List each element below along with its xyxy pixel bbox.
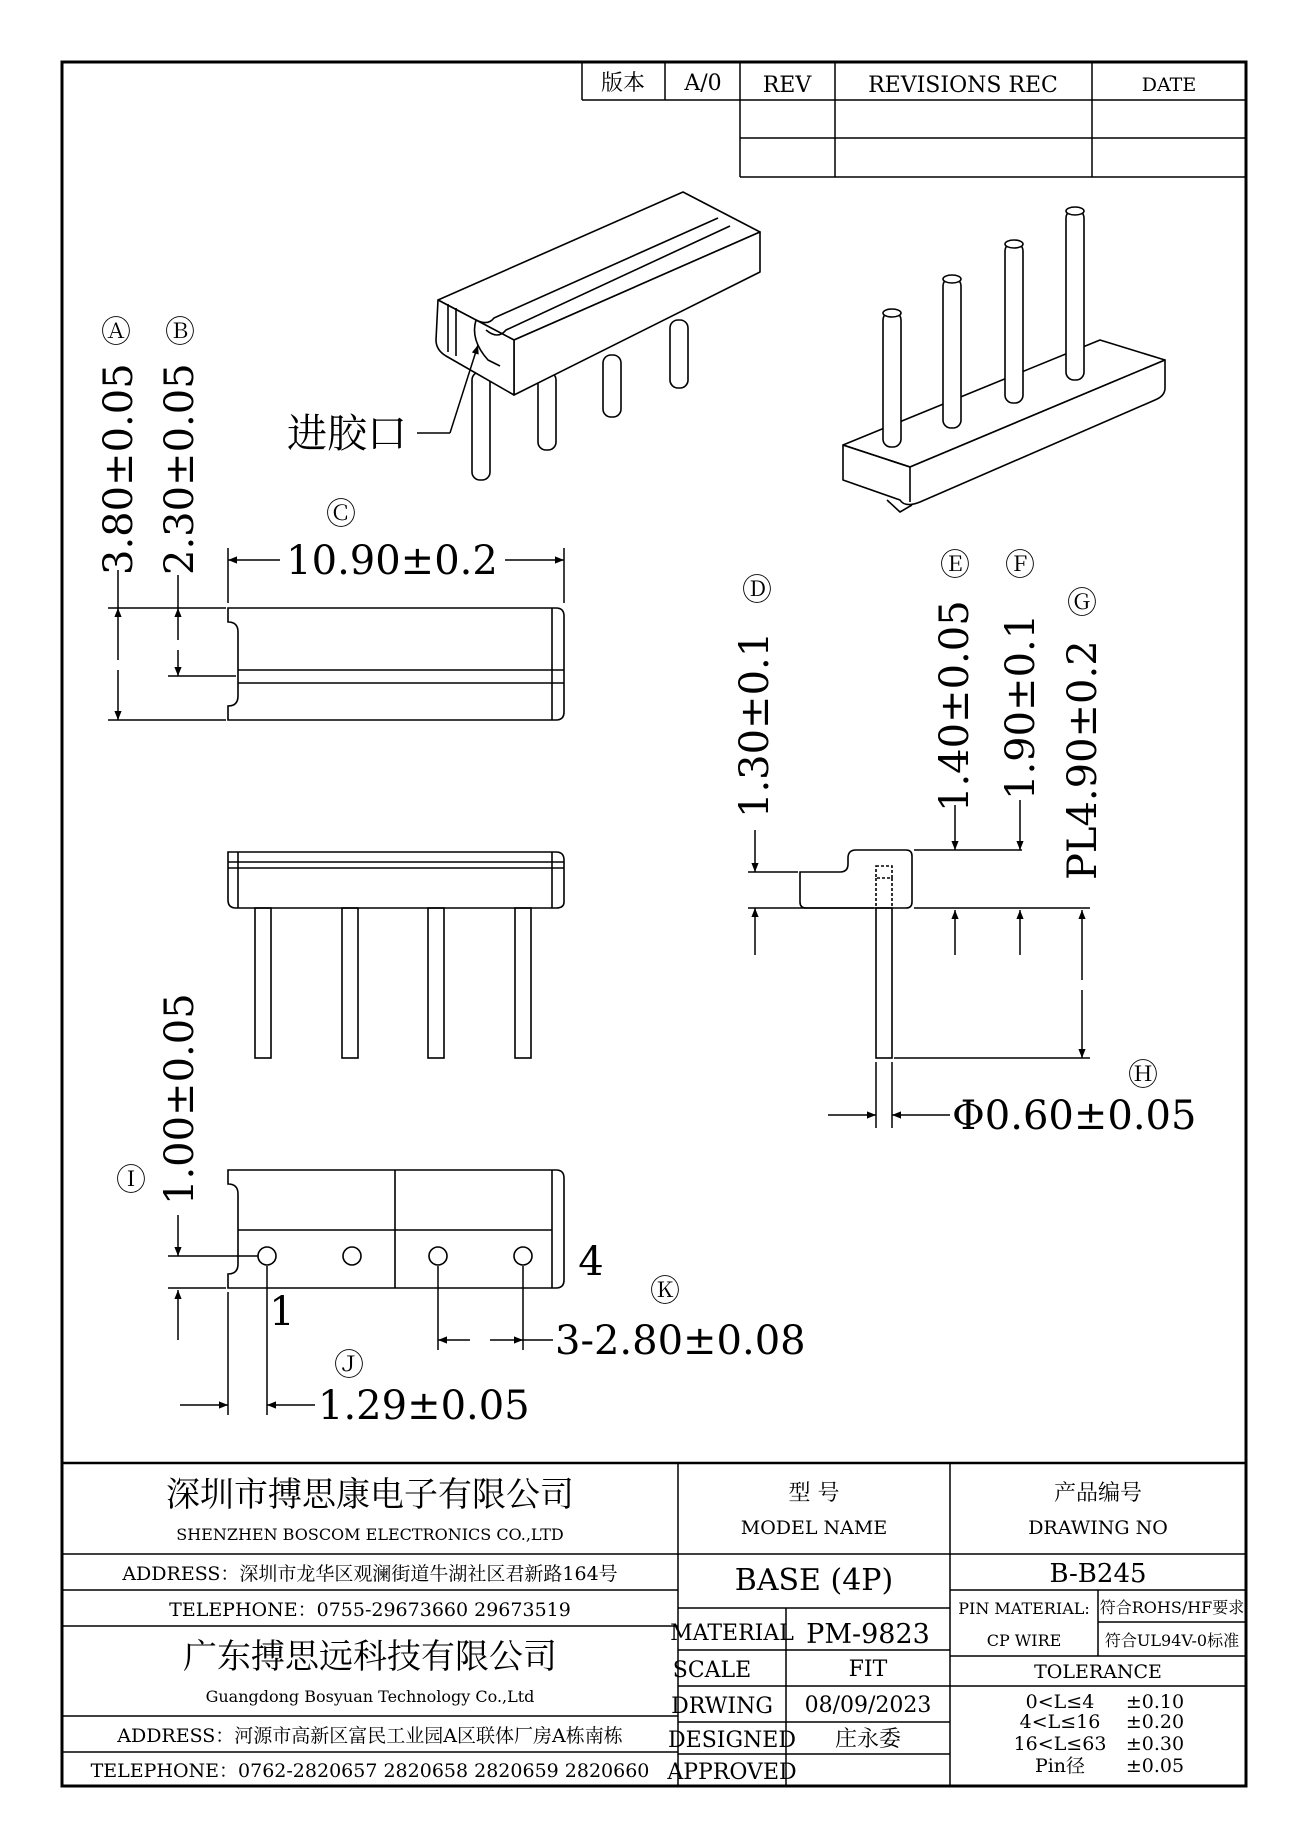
drawing-label-en: DRAWING NO	[1028, 1517, 1168, 1539]
material-value: PM-9823	[806, 1619, 930, 1650]
scale-label: SCALE	[672, 1658, 752, 1683]
date-label: DATE	[1141, 74, 1197, 96]
tolerance-label: TOLERANCE	[1034, 1661, 1162, 1683]
dim-g-marker: Ⓖ	[1067, 586, 1097, 621]
dim-k-value: 3-2.80±0.08	[555, 1318, 806, 1364]
side-view	[800, 850, 912, 1058]
dim-a	[108, 570, 226, 720]
dim-d-value: 1.30±0.1	[732, 631, 778, 818]
dim-c-marker: Ⓒ	[326, 497, 356, 532]
dim-d	[748, 830, 874, 955]
dim-g-value: PL4.90±0.2	[1060, 640, 1106, 880]
company2-cn: 广东搏思远科技有限公司	[183, 1637, 557, 1677]
telephone1: TELEPHONE：0755-29673660 29673519	[169, 1599, 571, 1621]
tolerance-value-2: ±0.20	[1125, 1711, 1185, 1733]
designed-value: 庄永委	[834, 1727, 902, 1752]
version-value: A/0	[684, 71, 722, 96]
dim-d-marker: Ⓓ	[742, 573, 772, 608]
dim-b-value: 2.30±0.05	[157, 363, 203, 575]
gate-label: 进胶口	[287, 411, 407, 457]
dim-i-marker: Ⓘ	[116, 1163, 146, 1198]
dim-k	[438, 1266, 553, 1350]
rev-label: REV	[762, 73, 812, 98]
address1: ADDRESS：深圳市龙华区观澜街道牛湖社区君新路164号	[122, 1563, 618, 1585]
dim-h-value: Φ0.60±0.05	[952, 1093, 1197, 1139]
tolerance-range-3: 16<L≤63	[1013, 1733, 1107, 1755]
dim-i	[168, 1215, 258, 1340]
dim-f	[962, 800, 1022, 955]
pin-first-label: 1	[269, 1289, 295, 1335]
dim-j-marker: Ⓙ	[334, 1348, 364, 1383]
dim-k-marker: Ⓚ	[650, 1274, 680, 1309]
drawing-date-value: 08/09/2023	[804, 1693, 932, 1718]
tolerance-value-3: ±0.30	[1125, 1733, 1185, 1755]
top-view	[228, 608, 564, 720]
dim-f-value: 1.90±0.1	[998, 613, 1044, 800]
dim-a-value: 3.80±0.05	[96, 363, 142, 575]
tolerance-value-4: ±0.05	[1125, 1755, 1185, 1777]
company2-en: Guangdong Bosyuan Technology Co.,Ltd	[205, 1687, 535, 1706]
dim-f-marker: Ⓕ	[1005, 548, 1035, 583]
bottom-view	[228, 1170, 564, 1288]
dim-e-marker: Ⓔ	[940, 548, 970, 583]
revisions-label: REVISIONS REC	[868, 73, 1058, 98]
scale-value: FIT	[848, 1657, 888, 1682]
pin-material-label: PIN MATERIAL:	[958, 1599, 1090, 1618]
compliance-ul: 符合UL94V-0标准	[1104, 1631, 1240, 1650]
dim-e-value: 1.40±0.05	[932, 600, 978, 812]
tolerance-range-2: 4<L≤16	[1019, 1711, 1101, 1733]
pin-last-label: 4	[578, 1239, 604, 1285]
dim-i-value: 1.00±0.05	[157, 993, 203, 1205]
drawing-label-cn: 产品编号	[1053, 1481, 1143, 1506]
dim-a-marker: Ⓐ	[101, 315, 131, 350]
tolerance-range-1: 0<L≤4	[1025, 1691, 1095, 1713]
pin-material-value: CP WIRE	[986, 1631, 1062, 1650]
dim-g	[894, 910, 1090, 1058]
dim-h-marker: Ⓗ	[1128, 1058, 1158, 1093]
drawing-date-label: DRWING	[671, 1694, 773, 1719]
dim-b	[168, 575, 236, 676]
version-label: 版本	[600, 71, 646, 96]
material-label: MATERIAL	[670, 1621, 794, 1646]
dim-b-marker: Ⓑ	[165, 315, 195, 350]
company1-cn: 深圳市搏思康电子有限公司	[166, 1475, 574, 1515]
dim-h	[828, 1062, 950, 1128]
model-label-en: MODEL NAME	[740, 1517, 888, 1539]
isometric-view-bottom	[843, 207, 1165, 512]
dim-j-value: 1.29±0.05	[318, 1383, 530, 1429]
front-view	[228, 852, 564, 1058]
tolerance-range-4: Pin径	[1034, 1755, 1086, 1777]
model-value: BASE (4P)	[734, 1563, 894, 1598]
designed-label: DESIGNED	[668, 1728, 796, 1753]
tolerance-value-1: ±0.10	[1125, 1691, 1185, 1713]
compliance-rohs: 符合ROHS/HF要求	[1099, 1598, 1245, 1617]
company1-en: SHENZHEN BOSCOM ELECTRONICS CO.,LTD	[176, 1525, 564, 1544]
model-label-cn: 型 号	[788, 1481, 840, 1506]
approved-label: APPROVED	[667, 1760, 797, 1785]
address2: ADDRESS：河源市高新区富民工业园A区联体厂房A栋南栋	[117, 1725, 623, 1747]
dim-c-value: 10.90±0.2	[286, 538, 498, 584]
drawing-value: B-B245	[1049, 1559, 1147, 1589]
isometric-view-top	[436, 192, 760, 480]
telephone2: TELEPHONE：0762-2820657 2820658 2820659 2820660	[90, 1760, 650, 1782]
